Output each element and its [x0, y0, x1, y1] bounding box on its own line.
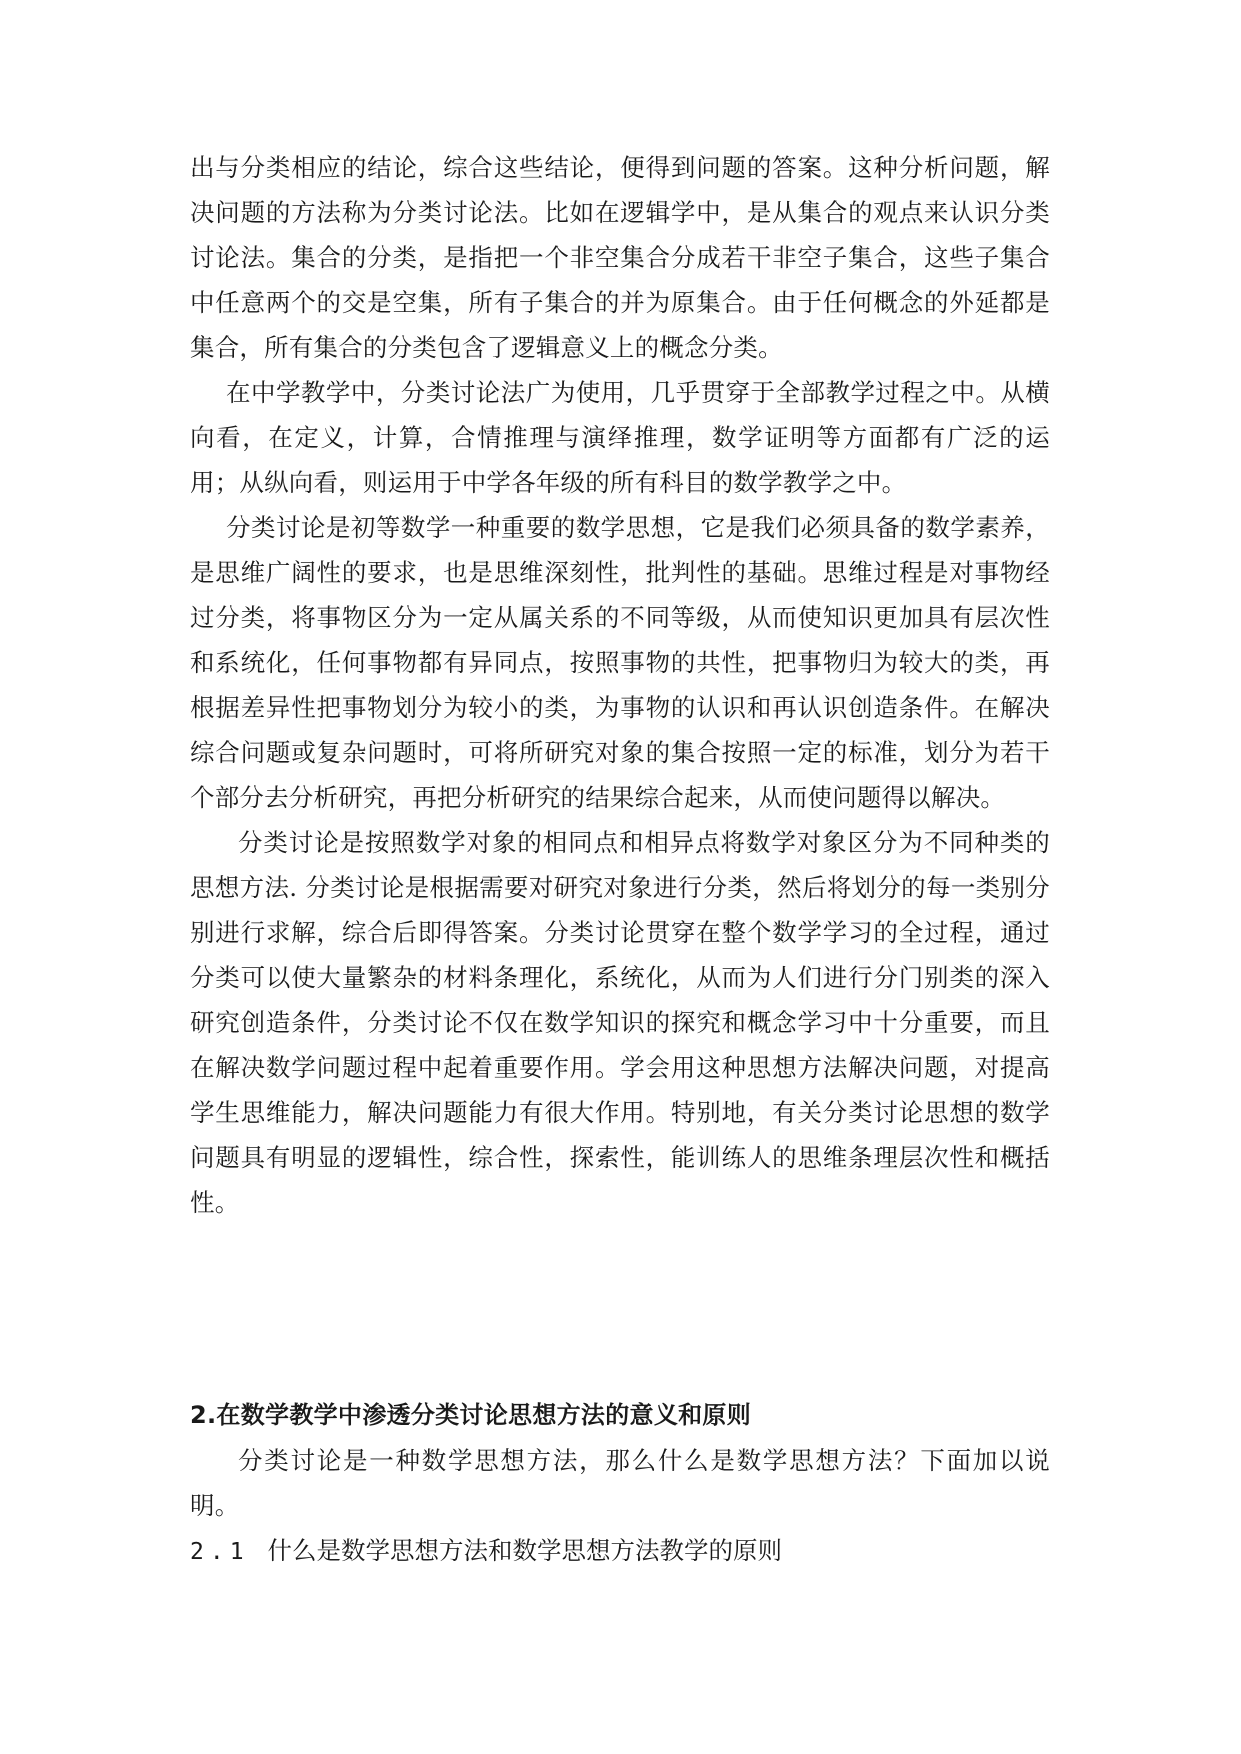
paragraph-4: 分类讨论是按照数学对象的相同点和相异点将数学对象区分为不同种类的思想方法. 分类讨论是根据需要对研究对象进行分类，然后将划分的每一类别分别进行求解，综合后即得答案。分类讨论贯穿在整个数学学习的全过程，通过分类可以使大量繁杂的材料条理化，系统化，从而为人们进行分门别类的深入研究创造条件，分类讨论不仅在数学知识的探究和概念学习中十分重要，而且在解决数学问题过程中起着重要作用。学会用这种思想方法解决问题，对提高学生思维能力，解决问题能力有很大作用。特别地，有关分类讨论思想的数学问题具有明显的逻辑性，综合性，探索性，能训练人的思维条理层次性和概括性。 — [190, 828, 1050, 1217]
subsection-number: 2.1 — [190, 1539, 250, 1565]
subsection-title: 什么是数学思想方法和数学思想方法教学的原则 — [267, 1536, 783, 1565]
paragraph-3: 分类讨论是初等数学一种重要的数学思想，它是我们必须具备的数学素养，是思维广阔性的要求，也是思维深刻性，批判性的基础。思维过程是对事物经过分类，将事物区分为一定从属关系的不同等级，从而使知识更加具有层次性和系统化，任何事物都有异同点，按照事物的共性，把事物归为较大的类，再根据差异性把事物划分为较小的类，为事物的认识和再认识创造条件。在解决综合问题或复杂问题时，可将所研究对象的集合按照一定的标准，划分为若干个部分去分析研究，再把分析研究的结果综合起来，从而使问题得以解决。 — [190, 513, 1050, 812]
document-page — [190, 145, 1050, 1575]
paragraph-1: 出与分类相应的结论，综合这些结论，便得到问题的答案。这种分析问题，解决问题的方法称为分类讨论法。比如在逻辑学中，是从集合的观点来认识分类讨论法。集合的分类，是指把一个非空集合分成若干非空子集合，这些子集合中任意两个的交是空集，所有子集合的并为原集合。由于任何概念的外延都是集合，所有集合的分类包含了逻辑意义上的概念分类。 — [190, 153, 1050, 362]
subsection-heading — [190, 1528, 1050, 1575]
section-heading: 2.在数学教学中渗透分类讨论思想方法的意义和原则 — [190, 1401, 752, 1429]
section-intro: 分类讨论是一种数学思想方法，那么什么是数学思想方法？下面加以说明。 — [190, 1446, 1050, 1520]
section-spacer — [190, 1225, 1050, 1393]
paragraph-2: 在中学教学中，分类讨论法广为使用，几乎贯穿于全部教学过程之中。从横向看，在定义，计算，合情推理与演绎推理，数学证明等方面都有广泛的运用；从纵向看，则运用于中学各年级的所有科目的数学教学之中。 — [190, 378, 1050, 497]
